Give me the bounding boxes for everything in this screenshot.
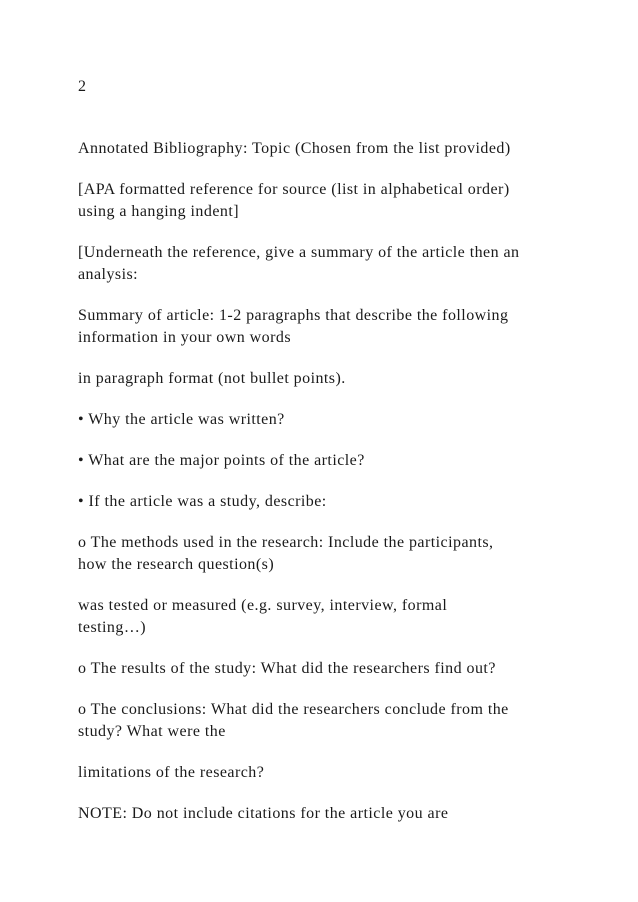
paragraph-line: was tested or measured (e.g. survey, interview, formal: [78, 597, 448, 614]
bullet-why-written: [78, 409, 568, 431]
paragraph-summary: [78, 305, 568, 349]
paragraph-line: • If the article was a study, describe:: [78, 493, 327, 510]
bullet-study: [78, 491, 568, 513]
paragraph-line: • What are the major points of the article?: [78, 452, 365, 469]
paragraph-limitations: [78, 762, 568, 784]
paragraph-line: o The methods used in the research: Include the participants,: [78, 534, 494, 551]
paragraph-line: NOTE: Do not include citations for the article you are: [78, 805, 449, 822]
paragraph-tested: [78, 595, 568, 639]
bullet-major-points: [78, 450, 568, 472]
paragraph-line: testing…): [78, 619, 147, 636]
paragraph-line: o The conclusions: What did the researchers conclude from the: [78, 701, 509, 718]
paragraph-line: information in your own words: [78, 329, 292, 346]
paragraph-note: [78, 803, 568, 825]
paragraph-line: o The results of the study: What did the researchers find out?: [78, 660, 496, 677]
paragraph-line: Annotated Bibliography: Topic (Chosen from the list provided): [78, 140, 511, 157]
paragraph-line: analysis:: [78, 266, 139, 283]
paragraph-line: [APA formatted reference for source (list in alphabetical order): [78, 181, 510, 198]
paragraph-line: study? What were the: [78, 723, 226, 740]
paragraph-line: how the research question(s): [78, 556, 275, 573]
subbullet-results: [78, 658, 568, 680]
paragraph-line: [Underneath the reference, give a summary of the article then an: [78, 244, 520, 261]
paragraph-line: in paragraph format (not bullet points).: [78, 370, 346, 387]
paragraph-line: • Why the article was written?: [78, 411, 285, 428]
paragraph-line: Summary of article: 1-2 paragraphs that describe the following: [78, 307, 509, 324]
paragraph-line: using a hanging indent]: [78, 203, 239, 220]
paragraph-format: [78, 368, 568, 390]
page-number: 2: [78, 78, 87, 95]
document-body: [78, 138, 568, 844]
subbullet-conclusions: [78, 699, 568, 743]
paragraph-line: limitations of the research?: [78, 764, 265, 781]
paragraph-underneath-reference: [78, 242, 568, 286]
paragraph-title: [78, 138, 568, 160]
paragraph-apa-reference: [78, 179, 568, 223]
subbullet-methods: [78, 532, 568, 576]
